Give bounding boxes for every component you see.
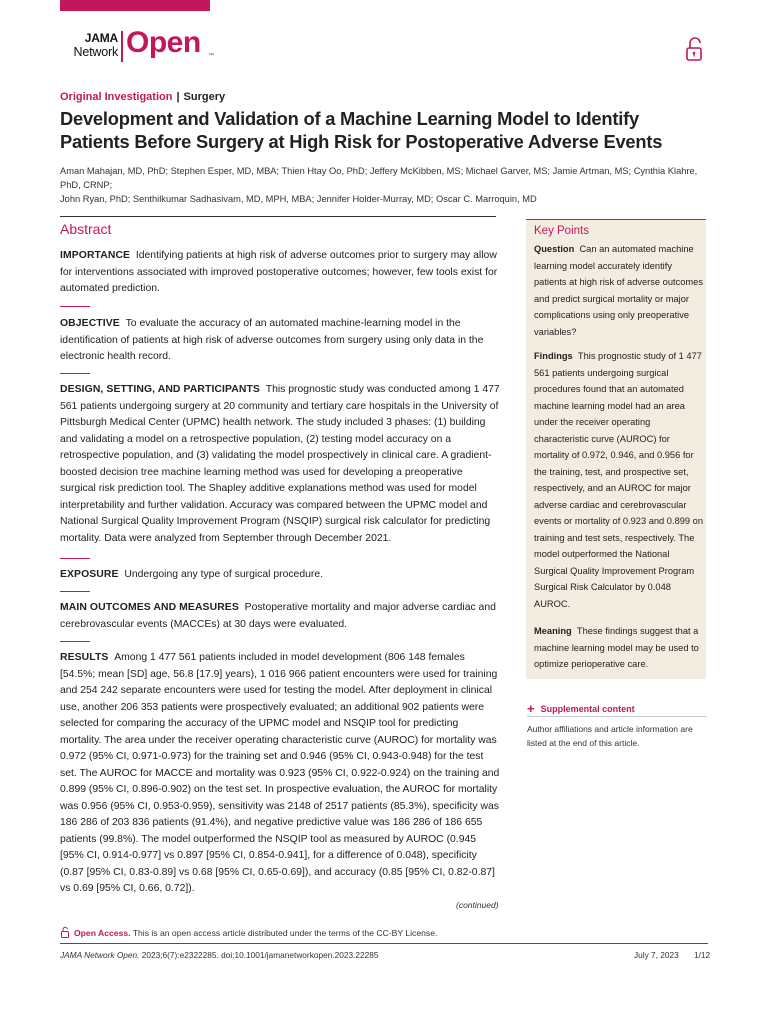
section-label: IMPORTANCE — [60, 250, 131, 261]
section-label: RESULTS — [60, 652, 109, 663]
article-type[interactable]: Original Investigation — [60, 91, 173, 103]
article-title: Development and Validation of a Machine Learning Model to Identify Patients Before Surgery at High Risk for Postoperative Adverse Events — [60, 108, 663, 152]
key-points-box — [526, 219, 706, 679]
section-text: Undergoing any type of surgical procedure. — [124, 569, 324, 580]
meaning-label: Meaning — [534, 626, 572, 636]
author-list — [60, 164, 700, 206]
publication-date: July 7, 2023 — [634, 950, 679, 960]
abstract-heading: Abstract — [60, 216, 496, 237]
section-divider — [60, 558, 90, 559]
key-points-question — [534, 241, 704, 340]
section-text: Among 1 477 561 patients included in model development (806 148 females [54.5%; mean [SD] age, 56.8 [17.9] years), 1 016 966 patient encounters were used for training and 254 242 separate encounters were used for testing the model. After deployment in clinical use, another 206 353 patients were prospectively evaluated; an additional 902 patients were selected for comparing the accuracy of the UPMC model and NSQIP tool for predicting mortality. The area under the receiver operating characteristic curve (AUROC) for mortality was 0.972 (95% CI, 0.971-0.973) for the training set and 0.946 (95% CI, 0.943-0.948) for the test set. The AUROC for MACCE and mortality was 0.923 (95% CI, 0.922-0.924) on the training and 0.899 (95% CI, 0.896-0.902) on the test set. In prospective evaluation, the AUROC for mortality was 0.956 (95% CI, 0.953-0.959), sensitivity was 2148 of 2517 patients (85.3%), specificity was 186 286 of 203 836 patients (91.4%), and negative predictive value was 186 286 of 186 655 patients (99.8%). The model outperformed the NSQIP tool as measured by AUROC (0.945 [95% CI, 0.914-0.977] vs 0.897 [95% CI, 0.854-0.941], for a difference of 0.048), specificity (0.87 [95% CI, 0.83-0.89] vs 0.68 [95% CI, 0.65-0.69]), and accuracy (0.85 [95% CI, 0.82-0.87] vs 0.69 [95% CI, 0.66, 0.72]). — [60, 652, 500, 894]
journal-name: JAMA Network Open. — [60, 950, 140, 960]
section-label: EXPOSURE — [60, 569, 119, 580]
section-text: To evaluate the accuracy of an automated machine-learning model in the identification of patients at high risk of adverse outcomes from surgery using only data in the electronic health record. — [60, 318, 484, 362]
abstract-main-outcomes — [60, 600, 500, 633]
article-kicker — [60, 91, 225, 103]
section-divider — [60, 373, 90, 374]
abstract-exposure — [60, 567, 500, 584]
logo-jama-text: JAMA — [84, 31, 118, 45]
authors-line-1: Aman Mahajan, MD, PhD; Stephen Esper, MD, MBA; Thien Htay Oo, PhD; Jeffery McKibben, MS; Michael Garver, MS; Jamie Artman, MS; Cynthia Klahre, PhD, CRNP; — [60, 166, 698, 190]
supplemental-label: Supplemental content — [540, 704, 635, 714]
section-text: Postoperative mortality and major adverse cardiac and cerebrovascular events (MACCEs) at 30 days were evaluated. — [60, 602, 496, 630]
section-divider — [60, 306, 90, 307]
citation-text[interactable]: 2023;6(7):e2322285. doi:10.1001/jamanetworkopen.2023.22285 — [141, 950, 379, 960]
logo-divider — [121, 31, 123, 62]
open-access-note — [60, 926, 437, 938]
open-access-label[interactable]: Open Access. — [74, 928, 131, 938]
footer-citation — [60, 950, 378, 960]
section-label: DESIGN, SETTING, AND PARTICIPANTS — [60, 384, 260, 395]
open-access-lock-icon — [684, 36, 706, 62]
open-access-text: This is an open access article distributed under the terms of the CC-BY License. — [132, 928, 438, 938]
plus-icon: + — [527, 701, 535, 716]
question-text: Can an automated machine learning model accurately identify patients at high risk of adverse outcomes and predict surgical mortality or major complications using only preoperative variables? — [534, 244, 703, 337]
key-points-findings — [534, 348, 704, 612]
findings-text: This prognostic study of 1 477 561 patients undergoing surgical procedures found that an automated machine learning model had an area under the receiver operating characteristic curve (AUROC) for mortality of 0.972, 0.946, and 0.956 for the training, test, and prospective set, respectively, and an AUROC for major adverse cardiac and cerebrovascular events or mortality of 0.923 and 0.899 on training and test sets, respectively. The model outperformed the National Surgical Quality Improvement Program Surgical Risk Calculator by 0.048 AUROC. — [534, 351, 704, 609]
logo-trademark: ™ — [208, 53, 214, 59]
abstract-importance — [60, 248, 500, 298]
findings-label: Findings — [534, 351, 573, 361]
authors-line-2: John Ryan, PhD; Senthilkumar Sadhasivam, MD, MPH, MBA; Jennifer Holder-Murray, MD; Oscar C. Marroquin, MD — [60, 194, 537, 204]
logo-open-text: Open — [126, 26, 201, 59]
section-text: Identifying patients at high risk of adverse outcomes prior to surgery may allow for interventions associated with improved postoperative outcomes; however, few tools exist for automated prediction. — [60, 250, 498, 294]
question-label: Question — [534, 244, 575, 254]
kicker-separator: | — [176, 91, 180, 103]
footer-divider — [60, 943, 708, 944]
key-points-title: Key Points — [534, 225, 589, 237]
abstract-objective — [60, 316, 500, 366]
logo-network-text: Network — [73, 45, 118, 59]
abstract-design — [60, 382, 500, 547]
affiliations-note: Author affiliations and article information are listed at the end of this article. — [527, 724, 693, 748]
supplemental-content-link[interactable] — [527, 700, 635, 715]
section-divider — [60, 591, 90, 592]
key-points-meaning — [534, 623, 704, 673]
open-lock-icon — [60, 926, 70, 938]
section-label: MAIN OUTCOMES AND MEASURES — [60, 602, 239, 613]
meaning-text: These findings suggest that a machine learning model may be used to optimize perioperative care. — [534, 626, 699, 669]
article-section[interactable]: Surgery — [183, 91, 226, 103]
section-text: This prognostic study was conducted among 1 477 561 patients undergoing surgery at 20 community and tertiary care hospitals in the University of Pittsburgh Medical Center (UPMC) health network. The study included 3 phases: (1) building and validating a model on a retrospective population, (2) testing model accuracy on a retrospective population, and (3) validating the model prospectively in clinical care. A gradient-boosted decision tree machine learning method was used for developing a preoperative surgical risk prediction tool. The Shapley additive explanations method was used for model interpretability and further validation. Accuracy was compared between the UPMC model and National Surgical Quality Improvement Program (NSQIP) surgical risk calculator for predicting mortality. Data were analyzed from September through December 2021. — [60, 384, 500, 544]
section-label: OBJECTIVE — [60, 318, 120, 329]
continued-note: (continued) — [456, 900, 499, 910]
section-divider — [60, 641, 90, 642]
abstract-results — [60, 650, 500, 898]
page-number: 1/12 — [694, 950, 711, 960]
top-accent-bar — [60, 0, 210, 11]
sidebar-divider — [527, 716, 707, 717]
